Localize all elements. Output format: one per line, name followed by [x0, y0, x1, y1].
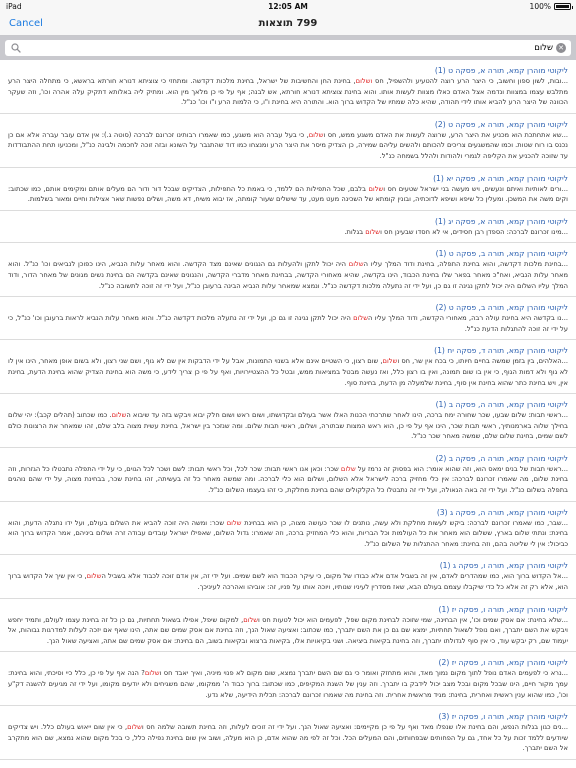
- results-count-title: 799 תוצאות: [258, 18, 318, 29]
- result-title[interactable]: ליקוטי מוהרן קמא, תורה א, פסקה ט (2): [434, 119, 568, 129]
- snippet-text: היה יכול לתקן נגינה זו גם כן, ועל ידי זה נתעלה מלכות דקדשה כנ"ל. והוא מאחר עלות הנביא לראות ברעובן וכו' כנ"ל, כי על ידי זה זוכה להתגלות הדעת כנ"ל.: [8, 314, 568, 333]
- result-title[interactable]: ליקוטי מוהרן קמא, תורה ה, פסקה ג (3): [436, 507, 568, 517]
- search-match-highlight: שלום: [127, 723, 142, 732]
- snippet-text: ...שא אתחתכת הוא מכניע את היצר הרע, שרוצה לעשות את האדם משגע ממש, חס ו: [323, 130, 568, 139]
- snippet-text: ...נו בקדשה היא בחינת עולה רבה, מאחורי הקדשה, ודוד המלך עליו ה: [367, 314, 568, 323]
- search-match-highlight: שלום: [365, 227, 381, 236]
- snippet-text: ...שלא בחינת: אם אסק שמים וכו', אין הבחינה, שמי שזוכה לבחינת מקום שפל, לפעמים הוא יכול לטעות חס ו: [258, 615, 568, 624]
- snippet-text: , למקום שיפל, אפילו בשאול תחתיות, גם כן כל זה בחינת עצמו לעולם, ותמיד יחפש ויבקש את השם יתברך, ואם נופל לשאול תחתיות, ימצא שם גם כן את השם יתברך, כמו שכתוב: ואציעה שאול הנך, וזה בחינת אם אסק שמים שם אתה, הינו שאף אם יזכה לעלות למדרגות גבוהות, אל יעמוד שם, רק יבקש עוד, כי אין סוף לגדולתו יתברך, וזה בחינת בקיאות ביציאה. ושני בקיאויות אלו, בקיאות ברצוא ובקיאות בשוב, הם בחינת: אם אסק שמים שם אתה, ואציעה שאול הנך.: [8, 615, 568, 645]
- result-row[interactable]: [0, 706, 576, 760]
- result-title[interactable]: ליקוטי מוהרן קמא, תורה ו, פסקה יז (3): [438, 712, 568, 722]
- snippet-text: בגלות.: [344, 227, 366, 236]
- clock: 12:05 AM: [268, 2, 308, 11]
- result-title[interactable]: ליקוטי מוהרן קמא, תורה א, פסקה יג (1): [435, 216, 568, 226]
- result-title[interactable]: ליקוטי מוהרן קמא, תורה ו, פסקה יז (2): [438, 658, 568, 668]
- result-snippet: [8, 615, 568, 647]
- battery-icon: [554, 3, 571, 10]
- snippet-text: ...מינו זכרונם לברכה: הספדן רבן חסידים, אי לא חסדו שבעינן חס ו: [380, 227, 568, 236]
- result-snippet: [8, 571, 568, 592]
- search-match-highlight: שלום: [382, 357, 398, 366]
- result-row[interactable]: [0, 502, 576, 556]
- result-snippet: [8, 184, 568, 205]
- snippet-text: ? הנה אף על פי כן, כלל כיי וסיכתי, והוא בחינת: עמך מקור חיים, הינו שבכל מקום ובכל מצב יכול לידבק בו יתברך. וזה ענין של השגת המקיפים, כמו שכתוב: ברוך כבוד ה' ממקומו, שהם משגיחים ולא יודעים מקומו, ועל ידי זה מגיעים להשגה דק"ע וכו', כמו שהוא ענין ראשית ואחרית, בחינת: מגיד מראשית אחרית. וזה בחינת מה שאמרו זכרונם לברכה: תכלית הידיעה, שלא נדע.: [8, 669, 568, 699]
- snippet-text: ...אל הקדוש ברוך הוא, כמו שמהדרים לאדם, אין זה בשביל אדם אלא כבודו של מקום, כי עיקר הכבוד הוא לשם שמים. ועל ידי זה, אין אדם זוכה לכבוד אלא בשביל ה: [101, 572, 568, 581]
- result-title[interactable]: ליקוטי מוהרן קמא, תורה ה, פסקה ב (2): [435, 453, 568, 463]
- result-row[interactable]: [0, 555, 576, 598]
- result-row[interactable]: [0, 599, 576, 653]
- result-row[interactable]: [0, 652, 576, 706]
- search-match-highlight: שלום: [308, 130, 324, 139]
- result-title[interactable]: ליקוטי מוהרן קמא, תורה ב, פסקה ט (1): [435, 249, 568, 259]
- result-snippet: [8, 668, 568, 700]
- snippet-text: , כי בעל עברה הוא משגע, כמו שאמרו רבותינו זכרונם לברכה (סוטה ג.): אין אדם עובר עברה אלא אם כן נכנס בו רוח שטות. וכמו שהמשגעים צריכים להכותם ולהשים עליהם שמירה, כן הצדיק מיסר את היצר הרע ומנצחו כמו דוד שהתגבר על השונא ובזה זוכה לחכמה ולבינה כנ"ל, ומכניעו תחת ההתבודדות עד שזוכה להכניע את הקליפה לגמרי ולהודות ולהלל בשמחה כנ"ל.: [8, 130, 568, 160]
- search-match-highlight: שלום: [86, 572, 102, 581]
- result-row[interactable]: [0, 60, 576, 114]
- result-row[interactable]: [0, 448, 576, 502]
- snippet-text: ...האלהים, בין בזמן שמשה בחיים חיותו, כי בכח אין שר, חס ו: [397, 357, 568, 366]
- snippet-text: , כי אין שיך אל הקדוש ברוך הוא, אלא רק זה אלא כל כדי שיקבלו עצמם בעולם הבא, שאז מסדרין לעיניו שנותיו, ויוכה אותו על פניו, זה: אוביהו ואהרכה לעיניכך.: [8, 572, 568, 592]
- search-field-container[interactable]: [5, 40, 571, 56]
- search-bar: [0, 36, 576, 60]
- result-snippet: [8, 313, 568, 334]
- navigation-bar: [0, 14, 576, 36]
- result-snippet: [8, 356, 568, 388]
- snippet-text: ...ובות, לשון ספון וחשוב, כי היצר הרע רוצה להטעיע ולהשפיל, חס: [372, 77, 568, 85]
- snippet-text: שכר: ומשה היה זוכה להביא את השלום בעולם, ועל ידו נתגלה הדעת, והוא בחינת: ונתתי שלום בארץ, ששלום הוא מאחר את כל העולמות וכל הבריות, והוא כלי המחזיק ברכה, וזה שאמרו: גדול השלום, שאפילו ישראל עובדים עבודה זרה ושלום ביניהם, אמר הקדוש ברוך הוא כביכול: אין לי שליטה בהם, וזה בחינת: מאחר ההתגלות של השלום כנ"ל.: [8, 518, 568, 548]
- snippet-text: , שום רצון, כי השטיים אינם אלא בשנוי התמונות, אבל על ידי הדבקות אין שם לא גוף, ושם שני רצון, ולא בשום אופן מאחר, הינו אין לו לא גוף ולא דמות הגוף, כי אין בו שום תמונה, ואין בו רצון כלל, ואז נעשה מבטל במציאות ממש, ובטל כל ההצטיירויות, ואף על פי כן צריך לידע, כי משה הוא בחינת הצדיק שהוא בחינת הדעת, בחינת אין, ויש בחינת כתר שהוא בחינת אין סוף, בחינת שלמעלה מן הדעת, בחינת סוף.: [8, 357, 568, 387]
- result-row[interactable]: [0, 211, 576, 244]
- search-match-highlight: שלום: [111, 411, 127, 420]
- search-match-highlight: שלום: [340, 464, 356, 473]
- search-match-highlight: שלום: [226, 518, 242, 527]
- result-snippet: [8, 227, 568, 238]
- result-snippet: [8, 722, 568, 754]
- result-row[interactable]: [0, 114, 576, 168]
- snippet-text: . כמו שכתוב (תהלים קכב): יהי שלום בחילך שלוה בארמנותיך, ראשי תבות שכר, הינו אף על פי כן, הוא ראש המצות שבתורה, ושלום, ראשי תבות שלום. ומה שנזכר בין ישראל, בחינת עשית מצוה בלב שלם, זהו שמאחר את הרצונות כולם לשם שמים, בחינת שלום שלם, שמשה מאחר שכר כנ"ל.: [8, 411, 568, 441]
- cancel-button[interactable]: Cancel: [9, 18, 43, 29]
- result-snippet: [8, 130, 568, 162]
- result-snippet: [8, 464, 568, 496]
- snippet-text: ...נרא כי לפעמים האדם נופל לתוך מקום נמוך מאד, והוא מתחזק ואומר כי גם שם השם יתברך נמצא, שום מקום לא פנוי מיניה, ואיך יאבד חס ו: [159, 669, 568, 678]
- snippet-text: בלבם, שכל התפילות הם ללמד, כי באמת כל התפילות, הצדיקים שבכל דור ודור הם מעלים אותם ומקימים אותם, כמו שכתוב: וקים משה את המשכן. ומעלין כל שיפא ושיפא לדוכתיה, ובונין קומתא של השכינה מעט מעט, עד שישלים שעור קומתה, אז יבוא משיח, דא משה, ושלים נפשות שאר אצילות וחיים ומאור בשלמות.: [8, 184, 568, 204]
- search-match-highlight: ושלום: [355, 77, 373, 85]
- clear-circle-icon[interactable]: ✕: [556, 43, 566, 53]
- result-row[interactable]: [0, 340, 576, 394]
- result-snippet: [8, 76, 568, 108]
- search-match-highlight: שלום: [353, 314, 368, 323]
- snippet-text: ...ראשי תבות של בנים ימאס הוא, וזה שהוא אומר: הוא בפסוק זה נרמז על: [355, 464, 568, 473]
- result-snippet: [8, 259, 568, 291]
- battery-fill: [556, 5, 569, 8]
- results-list[interactable]: [0, 60, 576, 768]
- battery-indicator: [530, 2, 571, 11]
- snippet-text: ...בחינת מלכות דקדשה, והוא בחינת התפלה, בחינת ודוד המלך עליו ה: [363, 260, 568, 269]
- snippet-text: ...שבר, כמו שאמרו זכרונם לברכה: ביקש לעשות מחלקת ולא עשה, נותנים לו שכר כעושה מצוה, כן הוא בבחינת: [241, 518, 568, 527]
- snippet-text: , כי אין שום ייאוש בעולם כלל. ויש צדיקים שיודעים ללמד זכות על כל אחד, גם על הפחותים שבפחותים, והם המעלים הכל. וכל זה לפי מה שהוא אדם, כן הוא מעלה, ושוב אין שום בחינת נפילה כלל, כי בכל מקום שהוא נמצא, שם הוא מתקרב אל השם יתברך.: [8, 723, 568, 753]
- result-row[interactable]: [0, 394, 576, 448]
- result-title[interactable]: ליקוטי מוהרן קמא, תורה א, פסקה יא (1): [433, 173, 568, 183]
- result-row[interactable]: [0, 297, 576, 340]
- search-input[interactable]: [23, 41, 553, 55]
- result-title[interactable]: ליקוטי מוהרן קמא, תורה ה, פסקה ב (1): [435, 400, 568, 410]
- carrier-label: iPad: [6, 2, 22, 11]
- status-bar: [0, 0, 576, 14]
- search-match-highlight: שלום: [368, 184, 384, 193]
- snippet-text: היה יכול לתקן ולהעלות גם הנגונים שאינם מצד הקדשה. והוא מאחר עלות הנביא, הינו כפוכן לנביאים וכו' כנ"ל. והוא מאחר עלות הנביא, ואח"כ מאחר בפאר שלו בחינת הכבוד, הינו בקדשה, שהיא מאחורי הקדשה, בבחינת מאחר מדברי הקדשה, והנגונים שאינם בקדשה הם בחינת נשים מגונים של מאחר הדור, ודוד המלך עליו השלום היה יכול לתקן נגינה זו גם כן, ועל ידי זה נתעלה מלכות דקדשה כנ"ל. ונמצא שמאחר עלות הנביא הבינה ברעובן כנ"ל, ועל ידי זה זוכה לתשובה כנ"ל.: [8, 260, 568, 290]
- result-title[interactable]: ליקוטי מוהרן קמא, תורה א, פסקה ט (1): [434, 66, 568, 75]
- magnifier-icon: [11, 43, 21, 53]
- snippet-text: , בחינת החן והחשיבות של ישראל, בחינת מלכות דקדשה. ומתחזי כי צוציתא דנורא חורתא בראשא, כי מתחלה היצר הרע מתלבש עצמו במצוות ונדמה אצל האדם כאלו מצוות לעשות אותו. והוא בחינת צוציתא דנורא חורתא, אש לבנה; אף על פי כן מלאך מין הוא. ומתיק ליה באלותא דתקיק עלה אהרה וכו', וזה שעקר הכוונה של היצר הרע להביא אותו לידי תהודה, שהיא כלה שמתיו של הקדוש ברוך הוא. והתורה היא בחינת ו"ו, כי הלמות הרע ו"ו וכו' כנ"ל.: [8, 77, 568, 107]
- search-match-highlight: שלום: [348, 260, 364, 269]
- result-title[interactable]: ליקוטי מוהרן קמא, תורה ו, פסקה ג (1): [439, 561, 568, 571]
- snippet-text: ...נים כגון בגלות הנפש, והם בחינת אלו שנפלו מאד ואף על פי כן מקיימים: ואציעה שאול הנך. ועל ידי זה זוכים לעלות, וזה בחינת תשובה שלמה חס ו: [141, 723, 568, 732]
- result-snippet: [8, 518, 568, 550]
- result-title[interactable]: ליקוטי מוהרן קמא, תורה ו, פסקה יז (1): [438, 604, 568, 614]
- result-row[interactable]: [0, 168, 576, 211]
- result-title[interactable]: ליקוטי מוהרן קמא, תורה ב, פסקה ט (2): [435, 303, 568, 313]
- result-snippet: [8, 410, 568, 442]
- result-row[interactable]: [0, 243, 576, 297]
- result-title[interactable]: ליקוטי מוהרן קמא, תורה ד, פסקה יח (1): [434, 346, 568, 356]
- snippet-text: ...ורים לאותיות ואיתם ונעשים, ויש מעשה בני ישראל שטעים חס ו: [383, 184, 568, 193]
- snippet-text: ...ראשי תבות: שלום שבעו, שכר שחורה ימח ברכה, הינו לאחר שתרכתי הכנות האלו אשר בעולם ובקדושתו, ושום ראש ושום חלק יבוא ויבקש בזה עד שיבוא ה: [126, 411, 568, 420]
- battery-percent: 100%: [529, 2, 551, 11]
- snippet-text: שכר: וכאן אנו ראשי תבות: שכר לכל, וכל ראשי תבות: לשם ושכר לכל הגוים, כי על ידי התפלה נתבטלו כל הגזרות, וזה בחינת שלום, מה שאמרו זכרונם לברכה: אין כלי מחזיק ברכה לישראל אלא השלום, ושלום הוא כלי לברכה. ומה שמשה מאחר כל זה בעשיתה, זהו בחינת שכר, בבחינת מצוה, על ידי שהם נוהגים בתפלה בשלום כנ"ל. ועל ידי זה באה הגאולה, ועל ידי זה נתבטלו כל הקלקולים שהם בחינת מחלקת, כי זהו בעצמו השלום כנ"ל.: [8, 464, 568, 495]
- search-match-highlight: שלום: [144, 669, 160, 678]
- search-match-highlight: שלום: [243, 615, 259, 624]
